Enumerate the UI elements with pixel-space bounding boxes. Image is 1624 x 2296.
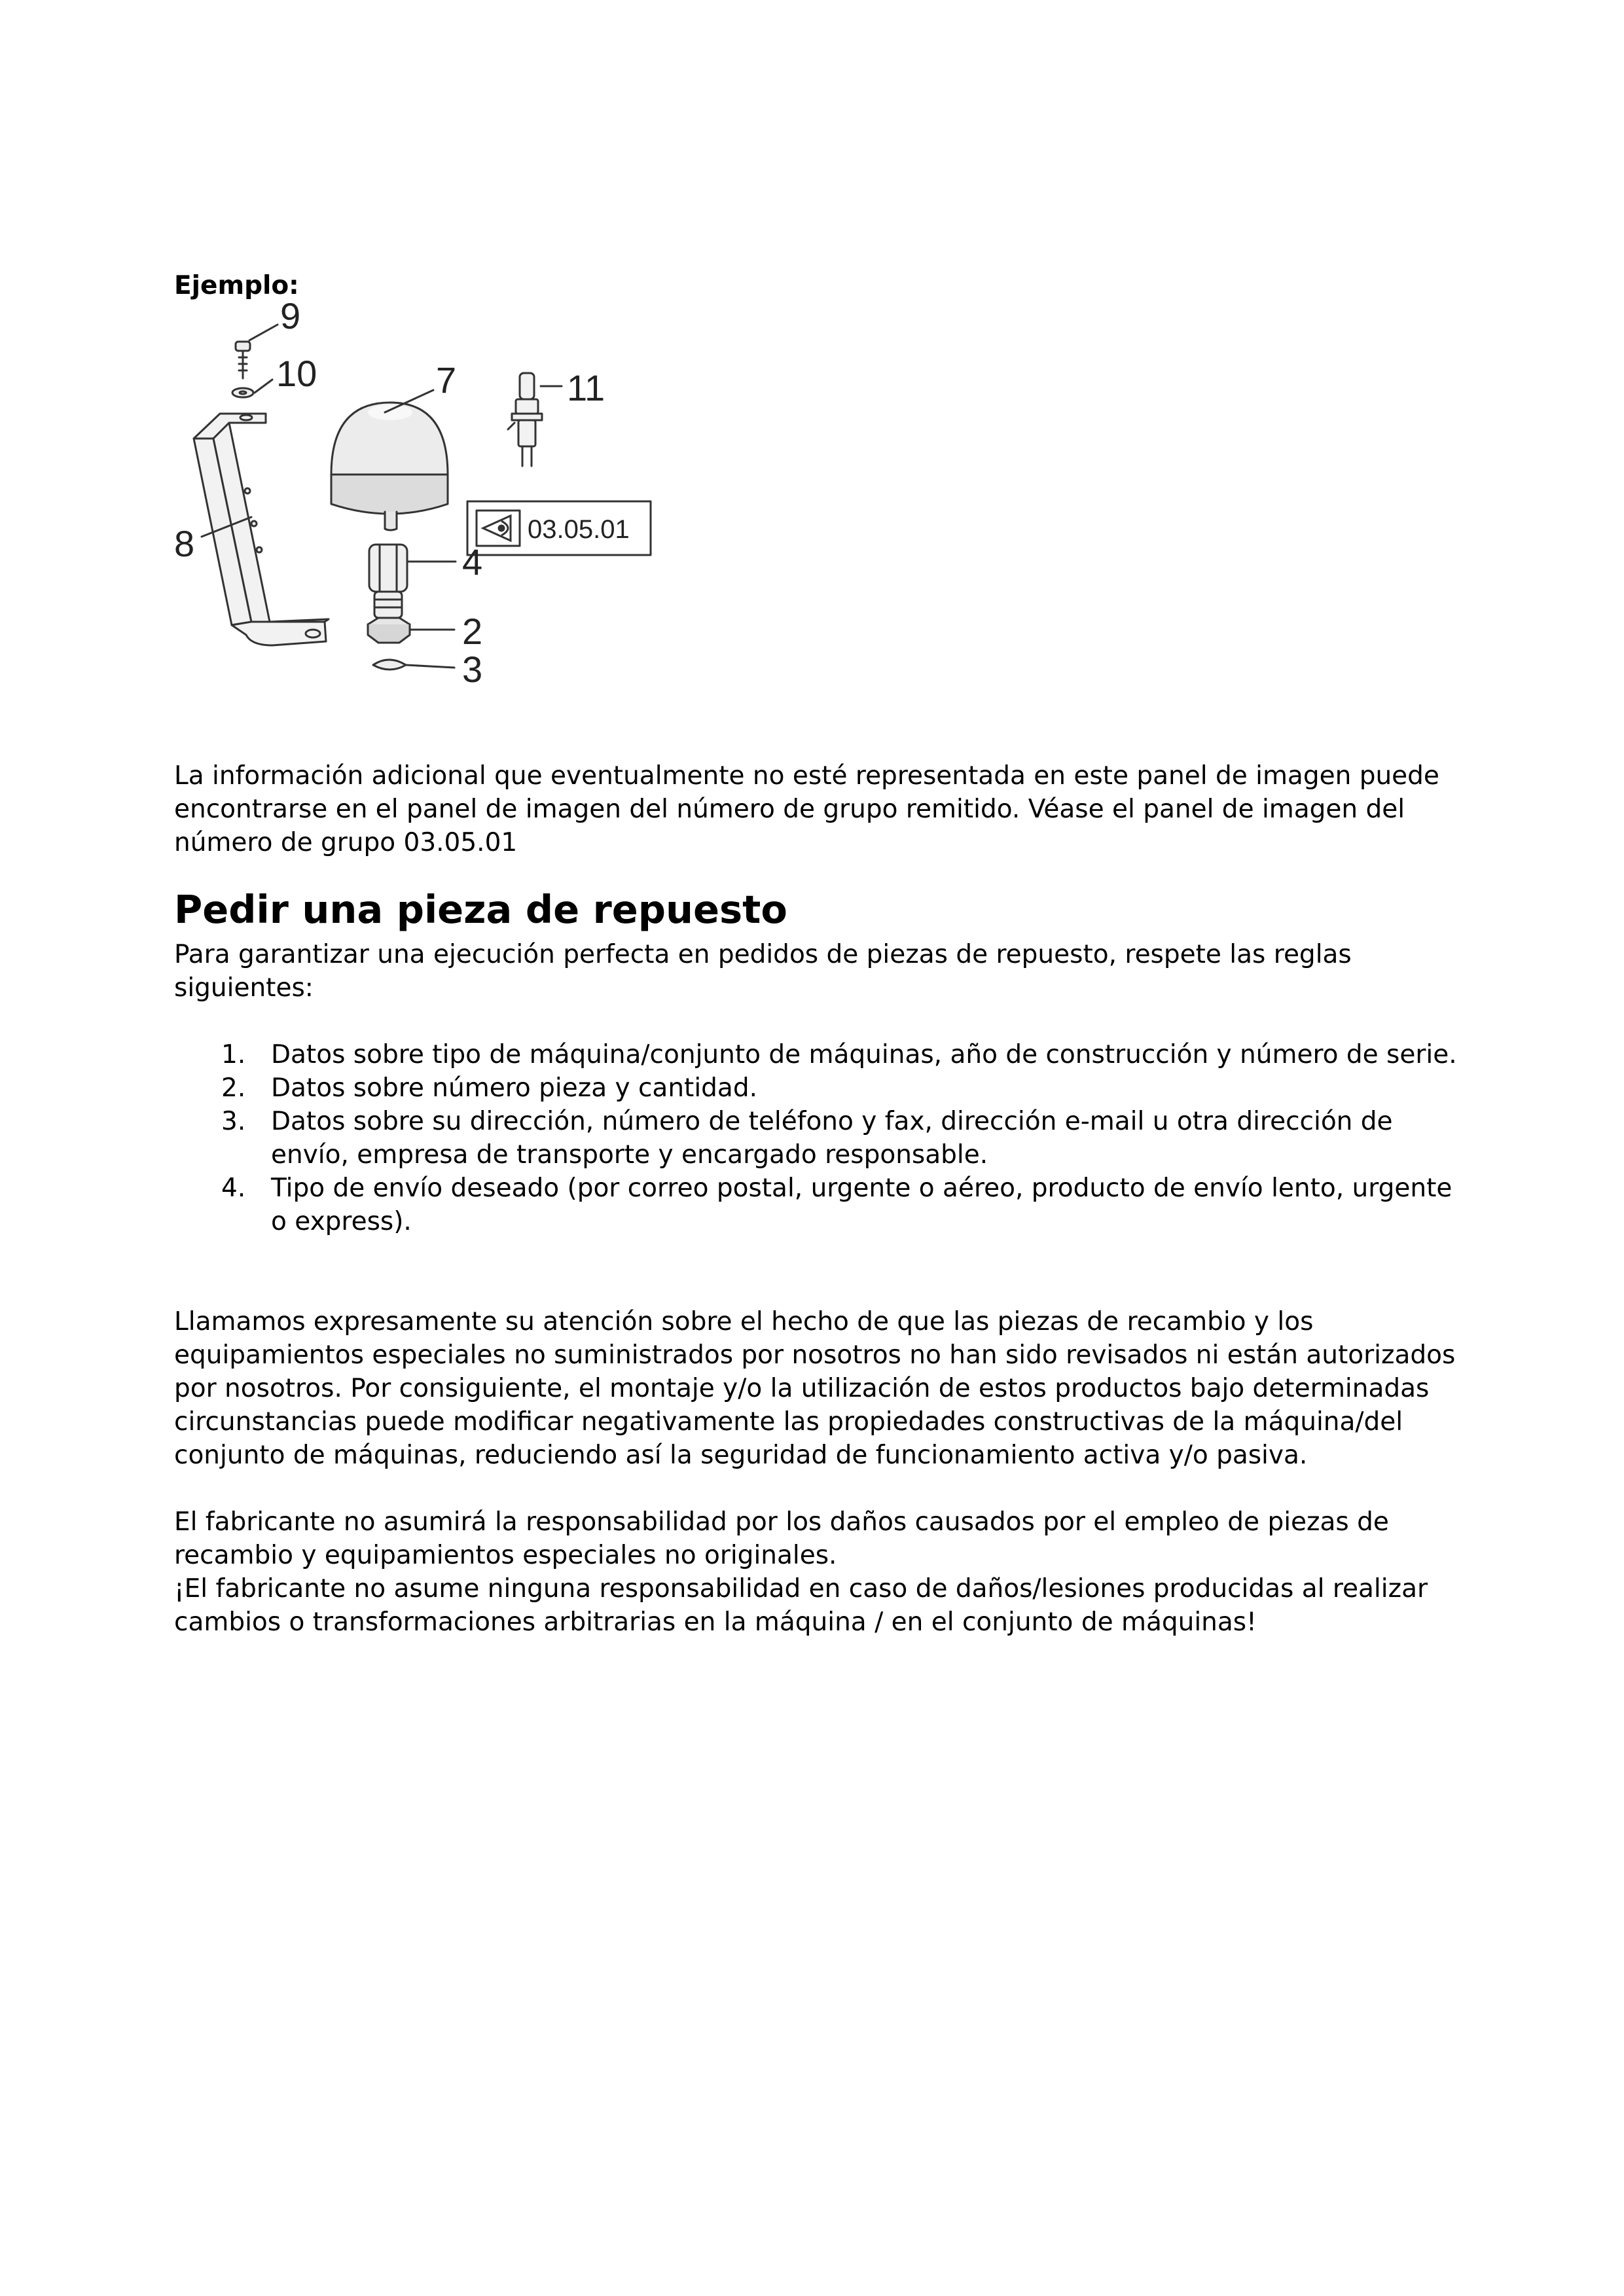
list-item: [174, 1105, 1457, 1172]
liability-paragraph-2: ¡El fabricante no asume ninguna responsabilidad en caso de daños/lesiones producidas al realizar cambios o transformaciones arbitrarias en la máquina / en el conjunto de máquinas!: [174, 1574, 1428, 1637]
callout-3: 3: [462, 649, 483, 690]
ordering-rules-list: [174, 1038, 1457, 1238]
list-item-number: 1.: [221, 1040, 246, 1069]
liability-paragraph-1: El fabricante no asumirá la responsabilidad por los daños causados por el empleo de piezas de recambio y equipamientos especiales no originales.: [174, 1507, 1389, 1570]
notice-paragraph: Llamamos expresamente su atención sobre el hecho de que las piezas de recambio y los equipamientos especiales no suministrados por nosotros no han sido revisados ni están autorizados por nosotros. Por consiguiente, el montaje y/o la utilización de estos productos bajo determinadas circunstancias puede modificar negativamente las propiedades constructivas de la máquina/del conjunto de máquinas, reduciendo así la seguridad de funcionamiento activa y/o pasiva.: [174, 1307, 1456, 1470]
washer-part: [232, 388, 253, 397]
beacon-lamp-part: [331, 403, 448, 530]
exploded-parts-diagram: [174, 295, 659, 746]
list-item-number: 2.: [221, 1073, 246, 1103]
nut-part: [368, 618, 410, 643]
list-item: [174, 1038, 1457, 1071]
list-item-number: 3.: [221, 1107, 246, 1136]
callout-9: 9: [280, 295, 301, 336]
list-item-text: Datos sobre número pieza y cantidad.: [271, 1073, 757, 1103]
bulb-part: [508, 373, 542, 466]
callout-7: 7: [436, 359, 457, 401]
callout-10: 10: [276, 353, 317, 394]
reference-number: 03.05.01: [528, 515, 630, 544]
list-item-text: Tipo de envío deseado (por correo postal, urgente o aéreo, producto de envío lento, urgente o express).: [271, 1174, 1453, 1236]
lock-washer-part: [373, 660, 406, 670]
example-label: Ejemplo:: [174, 271, 299, 300]
screw-part: [236, 342, 250, 378]
list-item-number: 4.: [221, 1174, 246, 1203]
callout-8: 8: [174, 523, 195, 564]
mounting-socket-part: [369, 545, 407, 618]
callout-2: 2: [462, 611, 483, 652]
list-item: [174, 1071, 1457, 1105]
additional-info-paragraph: La información adicional que eventualmente no esté representada en este panel de imagen puede encontrarse en el panel de imagen del número de grupo remitido. Véase el panel de imagen del número de grupo 03.05.01: [174, 761, 1439, 857]
callout-11: 11: [567, 367, 605, 408]
list-item: [174, 1172, 1457, 1238]
callout-4: 4: [462, 541, 483, 583]
list-item-text: Datos sobre tipo de máquina/conjunto de máquinas, año de construcción y número de serie.: [271, 1040, 1457, 1069]
intro-paragraph: Para garantizar una ejecución perfecta en pedidos de piezas de repuesto, respete las reglas siguientes:: [174, 940, 1352, 1003]
bracket-part: [194, 414, 329, 645]
list-item-text: Datos sobre su dirección, número de teléfono y fax, dirección e-mail u otra dirección de envío, empresa de transporte y encargado responsable.: [271, 1107, 1393, 1170]
section-heading: Pedir una pieza de repuesto: [174, 887, 787, 932]
